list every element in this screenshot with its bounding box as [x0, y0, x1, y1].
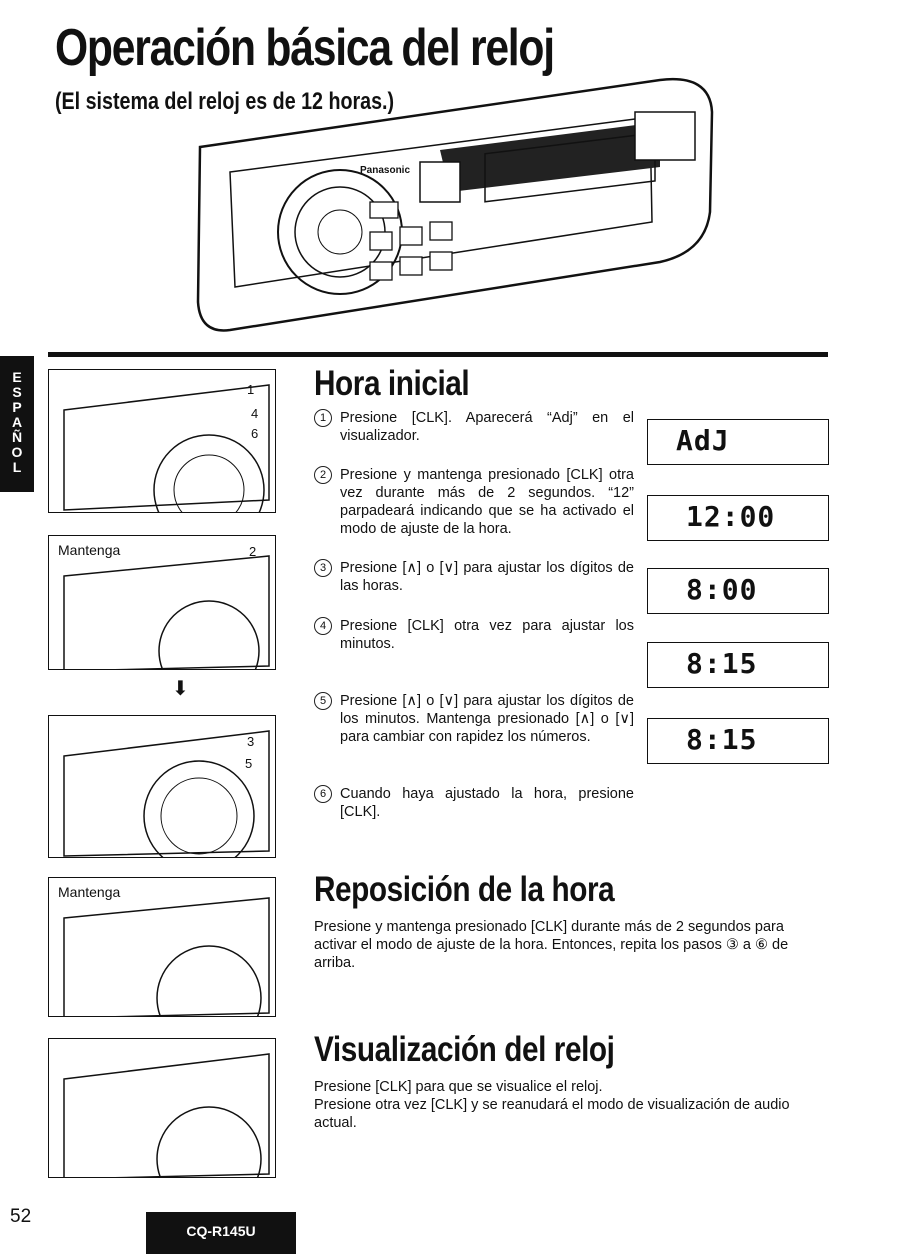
heading-reposicion: Reposición de la hora: [314, 870, 615, 909]
arrow-down-icon: ⬇: [172, 678, 189, 700]
thumb-step-1: 1 4 6: [48, 369, 276, 513]
page-number: 52: [10, 1206, 32, 1227]
thumb-step-3-5: 3 5: [48, 715, 276, 858]
section-divider: [48, 352, 828, 357]
step-5: 5 Presione [∧] o [∨] para ajustar los dígitos de los minutos. Mantenga presionado [∧] o [∨] para cambiar con rapidez los números.: [314, 692, 634, 746]
brand-logo: Panasonic: [360, 165, 411, 176]
visualizacion-line-2: Presione otra vez [CLK] y se reanudará el modo de visualización de audio actual.: [314, 1097, 790, 1131]
lcd-display-adj: AdJ: [647, 419, 829, 465]
lcd-display-800: 8:00: [647, 568, 829, 614]
car-stereo-illustration: [190, 72, 720, 334]
heading-hora-inicial: Hora inicial: [314, 364, 470, 403]
thumb-reposicion: Mantenga: [48, 877, 276, 1017]
step-1: 1 Presione [CLK]. Aparecerá “Adj” en el visualizador.: [314, 409, 634, 445]
page-title: Operación básica del reloj: [55, 19, 554, 77]
step-6: 6 Cuando haya ajustado la hora, presione [CLK].: [314, 785, 634, 821]
model-badge: CQ-R145U: [146, 1212, 296, 1254]
page-subtitle: (El sistema del reloj es de 12 horas.): [55, 88, 395, 115]
visualizacion-line-1: Presione [CLK] para que se visualice el reloj.: [314, 1079, 603, 1095]
step-3: 3 Presione [∧] o [∨] para ajustar los dígitos de las horas.: [314, 559, 634, 595]
lcd-display-12: 12:00: [647, 495, 829, 541]
language-tab: E S P A Ñ O L: [0, 356, 34, 492]
lcd-display-815: 8:15: [647, 718, 829, 764]
thumb-visualizacion: [48, 1038, 276, 1178]
heading-visualizacion: Visualización del reloj: [314, 1030, 615, 1069]
step-4: 4 Presione [CLK] otra vez para ajustar los minutos.: [314, 617, 634, 653]
step-2: 2 Presione y mantenga presionado [CLK] otra vez durante más de 2 segundos. “12” parpadeará indicando que se ha activado el modo de ajuste de la hora.: [314, 466, 634, 538]
reposicion-text: Presione y mantenga presionado [CLK] durante más de 2 segundos para activar el modo de ajuste de la hora. Entonces, repita los pasos ③ a ⑥ de arriba.: [314, 919, 789, 971]
lcd-display-815-blink: 8:15: [647, 642, 829, 688]
thumb-step-2: Mantenga 2: [48, 535, 276, 670]
